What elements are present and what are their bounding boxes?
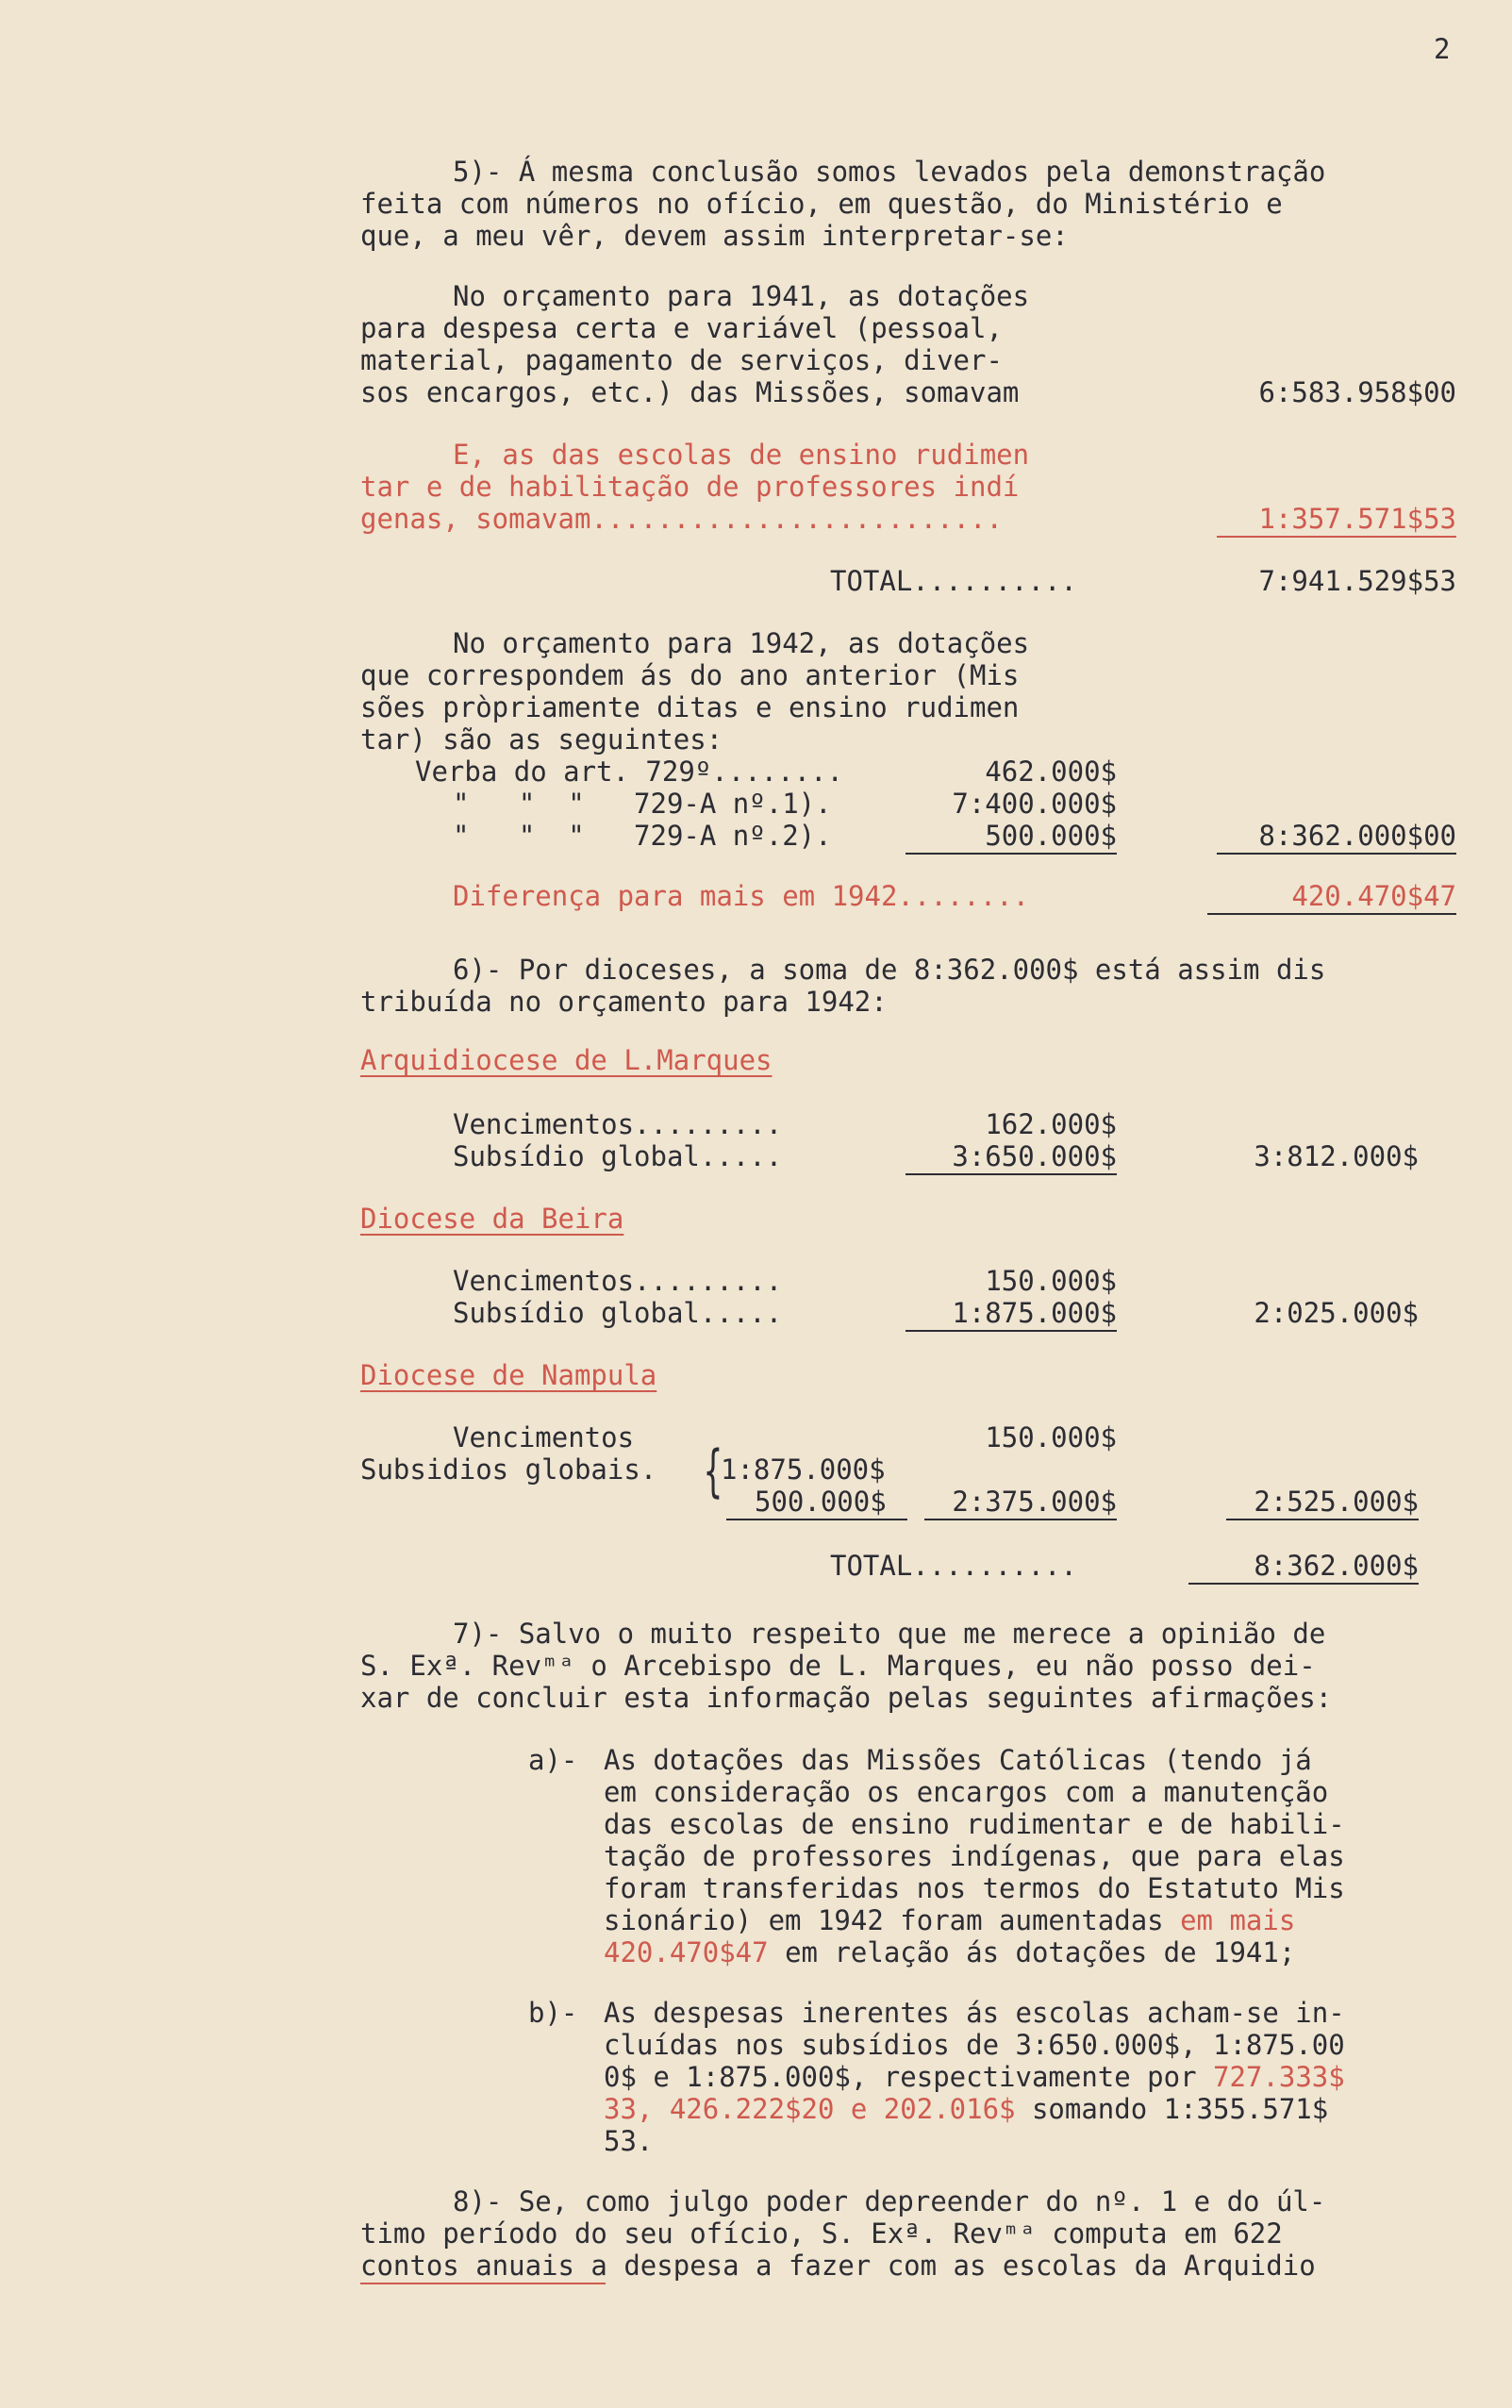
verba-amount-2: 7:400.000$: [952, 788, 1117, 820]
item-a-red-2: 420.470$47: [604, 1936, 769, 1968]
nampula-total-underline: [1226, 1519, 1419, 1520]
nampula-sub-underline: [726, 1519, 907, 1520]
item-b-red-2: 33, 426.222$20 e 202.016$: [604, 2093, 1016, 2125]
verba-label-1: Verba do art. 729º........: [415, 756, 843, 788]
item-a-line-6: [604, 1904, 1296, 1936]
item-b-line-3: [604, 2061, 1345, 2093]
beira-vencimentos-label: Vencimentos.........: [453, 1265, 783, 1297]
section8-line-2: timo período do seu ofício, S. Exª. Revᵐᵃ computa em 622: [360, 2217, 1283, 2250]
lmarques-underline: [906, 1173, 1117, 1175]
nampula-sub-2: 500.000$: [755, 1486, 887, 1518]
lmarques-vencimentos-label: Vencimentos.........: [453, 1108, 783, 1140]
difference-label: Diferença para mais em 1942........: [453, 880, 1030, 912]
verba-label-2: " " " 729-A nº.1).: [453, 788, 832, 820]
b1941-amount-1: 6:583.958$00: [1258, 376, 1456, 408]
verba-amount-3: 500.000$: [985, 820, 1117, 852]
brace-glyph: {: [704, 1438, 723, 1504]
item-a-red-1: em mais: [1180, 1904, 1296, 1936]
item-a-line-5: foram transferidas nos termos do Estatuto Mis: [604, 1872, 1345, 1904]
difference-amount: 420.470$47: [1291, 880, 1456, 912]
verba-underline: [906, 853, 1117, 855]
section6-total-amount: 8:362.000$: [1254, 1550, 1419, 1582]
item-b-last: 53.: [604, 2125, 654, 2157]
item-a-line-7: [604, 1936, 1296, 1968]
item-b-line-4: [604, 2093, 1329, 2125]
diocese-heading-nampula: Diocese de Nampula: [360, 1359, 657, 1391]
verba-total: 8:362.000$00: [1258, 820, 1456, 852]
contos-anuais-underline: [360, 2283, 606, 2284]
page-number: 2: [1434, 33, 1451, 65]
difference-underline: [1207, 913, 1456, 915]
beira-subsidio-amount: 1:875.000$: [952, 1297, 1117, 1329]
section6-total-underline: [1188, 1583, 1419, 1585]
item-a-line-4: tação de professores indígenas, que para elas: [604, 1840, 1345, 1872]
b1941-line-3: material, pagamento de serviços, diver-: [360, 344, 1003, 376]
item-a-line-3: das escolas de ensino rudimentar e de habili-: [604, 1808, 1345, 1840]
item-b-line-2: cluídas nos subsídios de 3:650.000$, 1:875.00: [604, 2029, 1345, 2061]
section5-line-3: que, a meu vêr, devem assim interpretar-se:: [360, 220, 1069, 252]
diocese-heading-beira: Diocese da Beira: [360, 1203, 624, 1235]
b1941-line-4: sos encargos, etc.) das Missões, somavam: [360, 376, 1020, 408]
item-a-line-6-text: sionário) em 1942 foram aumentadas: [604, 1904, 1181, 1936]
item-b-line-1: As despesas inerentes ás escolas acham-se in-: [604, 1997, 1345, 2029]
lmarques-vencimentos-amount: 162.000$: [985, 1108, 1117, 1140]
amount-underline: [1217, 536, 1456, 538]
section8-line-1: 8)- Se, como julgo poder depreender do nº. 1 e do úl-: [453, 2185, 1326, 2217]
b1941-total-label: TOTAL..........: [830, 565, 1077, 597]
item-b-tail: somando 1:355.571$: [1015, 2093, 1329, 2125]
item-b-marker: b)-: [528, 1997, 578, 2029]
nampula-amount-underline: [924, 1519, 1117, 1520]
verba-amount-1: 462.000$: [985, 756, 1117, 788]
section7-line-3: xar de concluir esta informação pelas seguintes afirmações:: [360, 1682, 1333, 1714]
verba-total-underline: [1217, 853, 1456, 855]
section5-line-1: 5)- Á mesma conclusão somos levados pela demonstração: [453, 156, 1326, 188]
b1941-schools-line-3: genas, somavam.........................: [360, 503, 1003, 535]
item-a-last: em relação ás dotações de 1941;: [768, 1936, 1296, 1968]
beira-underline: [906, 1330, 1117, 1332]
b1942-line-3: sões pròpriamente ditas e ensino rudimen: [360, 691, 1020, 723]
section6-total-label: TOTAL..........: [830, 1550, 1077, 1582]
verba-label-3: " " " 729-A nº.2).: [453, 820, 832, 852]
beira-total: 2:025.000$: [1254, 1297, 1419, 1329]
nampula-subsidios-label: Subsidios globais.: [360, 1453, 657, 1486]
nampula-vencimentos-amount: 150.000$: [985, 1421, 1117, 1453]
section6-line-2: tribuída no orçamento para 1942:: [360, 986, 888, 1018]
b1941-line-1: No orçamento para 1941, as dotações: [453, 280, 1030, 312]
b1941-line-2: para despesa certa e variável (pessoal,: [360, 312, 1003, 344]
b1942-line-2: que correspondem ás do ano anterior (Mis: [360, 659, 1020, 691]
item-a-line-1: As dotações das Missões Católicas (tendo já: [604, 1744, 1312, 1776]
item-a-line-2: em consideração os encargos com a manutenção: [604, 1776, 1329, 1808]
b1941-schools-line-2: tar e de habilitação de professores indí: [360, 471, 1020, 503]
diocese-heading-lmarques: Arquidiocese de L.Marques: [360, 1044, 773, 1076]
lmarques-total: 3:812.000$: [1254, 1140, 1419, 1172]
lmarques-subsidio-label: Subsídio global.....: [453, 1140, 783, 1172]
b1941-amount-2: 1:357.571$53: [1258, 503, 1456, 535]
b1942-line-1: No orçamento para 1942, as dotações: [453, 627, 1030, 659]
section5-line-2: feita com números no ofício, em questão, do Ministério e: [360, 188, 1283, 220]
nampula-subsidios-amount: 2:375.000$: [952, 1486, 1117, 1518]
nampula-sub-1: 1:875.000$: [721, 1453, 886, 1486]
item-b-red-1: 727.333$: [1213, 2061, 1345, 2093]
section8-line-3: contos anuais a despesa a fazer com as escolas da Arquidio: [360, 2250, 1316, 2282]
section7-line-1: 7)- Salvo o muito respeito que me merece a opinião de: [453, 1618, 1326, 1650]
item-a-marker: a)-: [528, 1744, 578, 1776]
section7-line-2: S. Exª. Revᵐᵃ o Arcebispo de L. Marques, eu não posso dei-: [360, 1650, 1316, 1682]
beira-subsidio-label: Subsídio global.....: [453, 1297, 783, 1329]
beira-vencimentos-amount: 150.000$: [985, 1265, 1117, 1297]
b1941-total-amount: 7:941.529$53: [1258, 565, 1456, 597]
section6-line-1: 6)- Por dioceses, a soma de 8:362.000$ está assim dis: [453, 954, 1326, 986]
lmarques-subsidio-amount: 3:650.000$: [952, 1140, 1117, 1172]
b1942-line-4: tar) são as seguintes:: [360, 723, 723, 756]
nampula-total: 2:525.000$: [1254, 1486, 1419, 1518]
item-b-line-3-text: 0$ e 1:875.000$, respectivamente por: [604, 2061, 1214, 2093]
b1941-schools-line-1: E, as das escolas de ensino rudimen: [453, 439, 1030, 471]
nampula-vencimentos-label: Vencimentos: [453, 1421, 635, 1453]
